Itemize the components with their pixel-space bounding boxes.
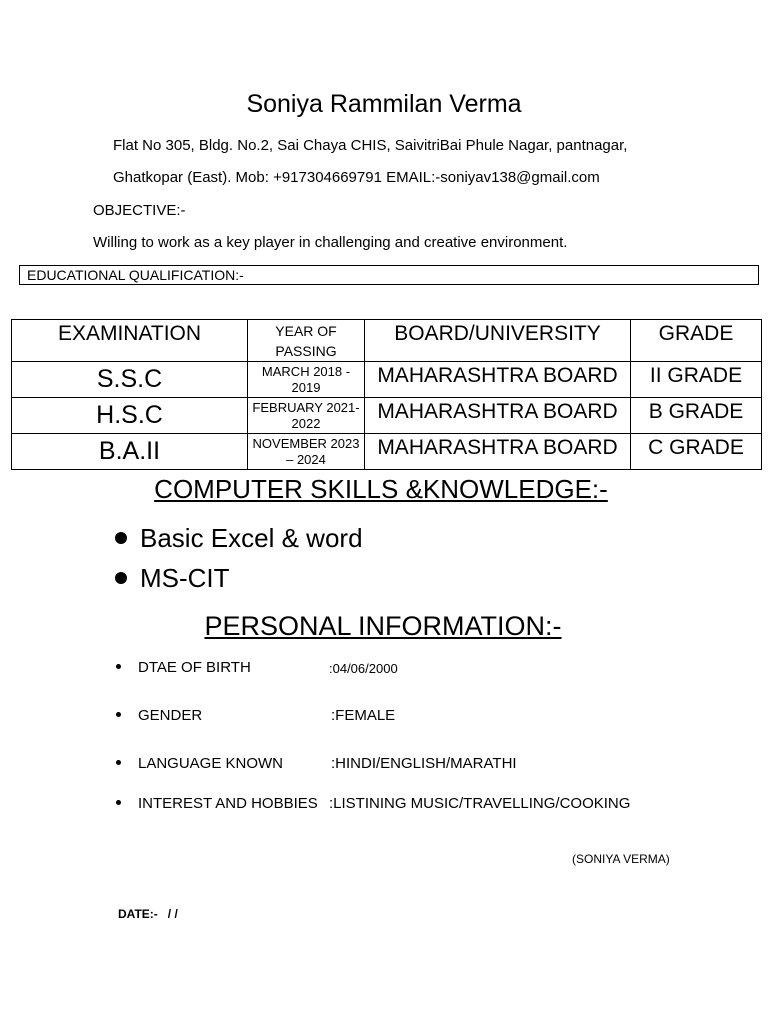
year-cell: MARCH 2018 - 2019 — [248, 362, 365, 398]
bullet-icon — [116, 760, 121, 765]
table-row — [12, 398, 762, 434]
list-item — [115, 523, 363, 554]
list-item — [116, 755, 283, 772]
bullet-icon — [116, 664, 121, 669]
grade-cell: B GRADE — [631, 398, 762, 434]
bullet-icon — [116, 800, 121, 805]
signature-name: (SONIYA VERMA) — [572, 852, 670, 866]
list-item — [115, 563, 230, 594]
personal-label: LANGUAGE KNOWN — [138, 755, 284, 772]
list-item — [116, 707, 202, 724]
date-line — [118, 907, 178, 921]
skill-text: Basic Excel & word — [140, 523, 363, 553]
column-year-of-passing: YEAR OF PASSING — [248, 320, 365, 362]
objective-heading: OBJECTIVE:- — [93, 202, 186, 219]
column-board-university: BOARD/UNIVERSITY — [365, 320, 631, 362]
personal-value: :FEMALE — [331, 707, 396, 724]
date-label: DATE:- — [118, 907, 158, 921]
exam-cell: S.S.C — [12, 362, 248, 398]
board-cell: MAHARASHTRA BOARD — [365, 434, 631, 470]
table-row — [12, 362, 762, 398]
personal-label: GENDER — [138, 707, 203, 724]
bullet-icon — [115, 572, 127, 584]
exam-cell: B.A.II — [12, 434, 248, 470]
education-table — [11, 319, 762, 470]
grade-cell: II GRADE — [631, 362, 762, 398]
list-item — [116, 795, 318, 812]
objective-text: Willing to work as a key player in challenging and creative environment. — [93, 234, 568, 251]
personal-label: DTAE OF BIRTH — [138, 659, 251, 676]
education-header-row — [12, 320, 762, 362]
column-examination: EXAMINATION — [12, 320, 248, 362]
exam-cell: H.S.C — [12, 398, 248, 434]
year-cell: FEBRUARY 2021-2022 — [248, 398, 365, 434]
column-grade: GRADE — [631, 320, 762, 362]
board-cell: MAHARASHTRA BOARD — [365, 398, 631, 434]
applicant-name: Soniya Rammilan Verma — [246, 90, 522, 118]
board-cell: MAHARASHTRA BOARD — [365, 362, 631, 398]
grade-cell: C GRADE — [631, 434, 762, 470]
address-line-1: Flat No 305, Bldg. No.2, Sai Chaya CHIS, SaivitriBai Phule Nagar, pantnagar, — [113, 137, 628, 154]
personal-heading: PERSONAL INFORMATION:- — [204, 611, 562, 641]
personal-label: INTEREST AND HOBBIES — [138, 795, 318, 812]
skills-heading: COMPUTER SKILLS &KNOWLEDGE:- — [154, 474, 608, 504]
skill-text: MS-CIT — [140, 563, 230, 593]
date-value: / / — [167, 907, 178, 921]
personal-value: :LISTINING MUSIC/TRAVELLING/COOKING — [329, 795, 631, 812]
address-line-2: Ghatkopar (East). Mob: +917304669791 EMAIL:-soniyav138@gmail.com — [113, 169, 600, 186]
list-item — [116, 659, 251, 676]
year-cell: NOVEMBER 2023 – 2024 — [248, 434, 365, 470]
education-heading: EDUCATIONAL QUALIFICATION:- — [19, 265, 759, 285]
table-row — [12, 434, 762, 470]
bullet-icon — [115, 532, 127, 544]
bullet-icon — [116, 712, 121, 717]
personal-value: :04/06/2000 — [329, 661, 398, 676]
personal-value: :HINDI/ENGLISH/MARATHI — [331, 755, 517, 772]
